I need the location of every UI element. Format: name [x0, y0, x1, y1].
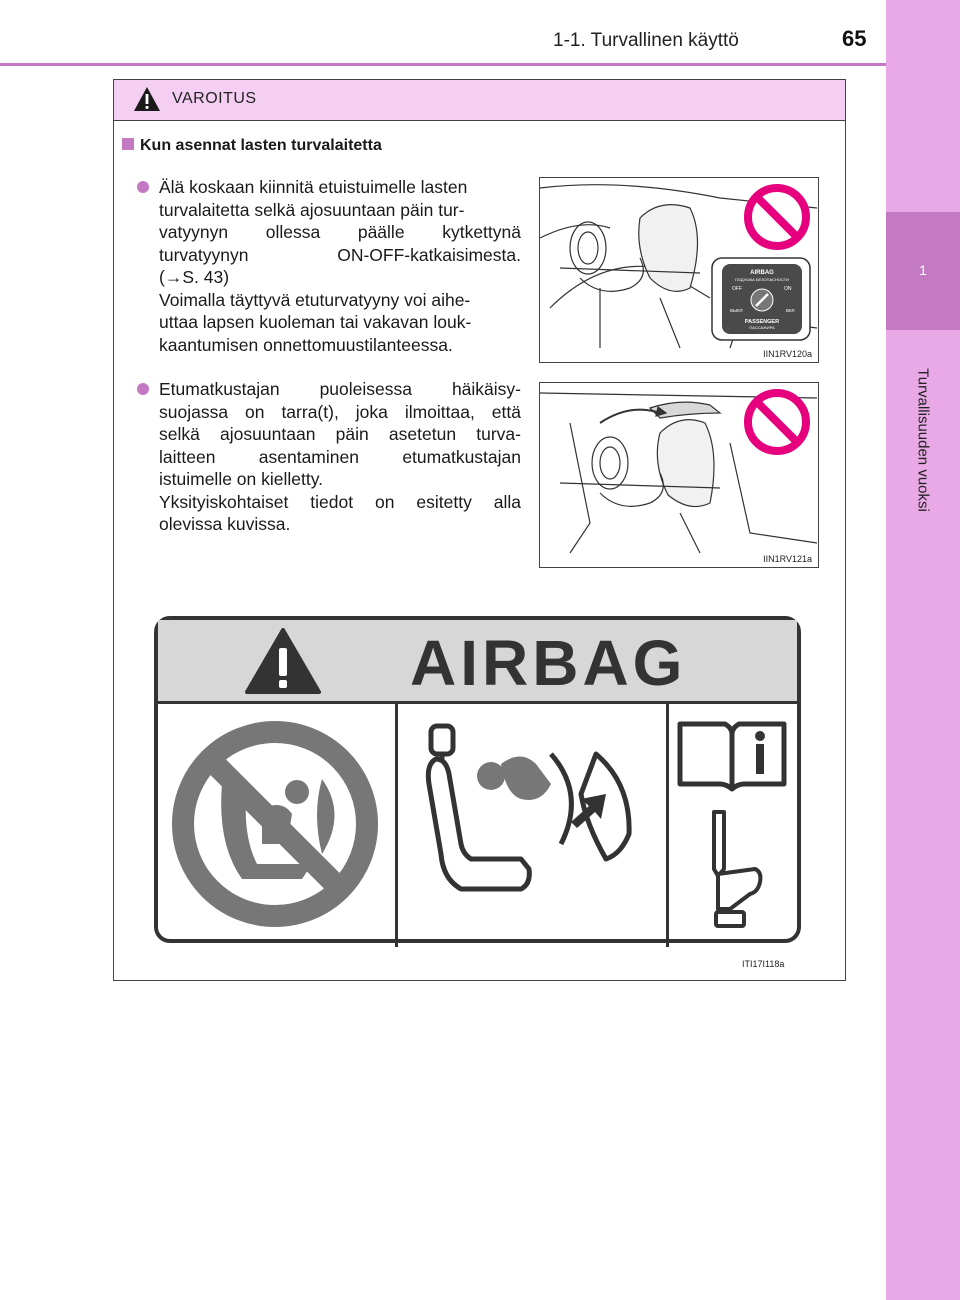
panel-divider	[666, 701, 669, 947]
bullet-line: turvatyynyn ON-OFF-katkaisimesta.	[159, 244, 521, 265]
switch-off-label: OFF	[732, 286, 742, 292]
switch-off-label-ru: ВЫКЛ	[730, 308, 743, 313]
section-heading-text: Kun asennat lasten turvalaitetta	[140, 137, 382, 154]
car-interior-illustration	[540, 178, 817, 348]
bullet-line: Älä koskaan kiinnitä etuistuimelle lasten	[159, 177, 468, 197]
bullet-line: suojassa on tarra(t), joka ilmoittaa, että	[159, 401, 521, 422]
bullet-line: turvalaitetta selkä ajosuuntaan päin tur-	[159, 199, 465, 220]
header-divider	[0, 63, 886, 66]
car-interior-visor-illustration	[540, 383, 817, 553]
warning-triangle-icon	[243, 626, 323, 696]
read-manual-icon	[670, 704, 800, 944]
airbag-deployment-icon	[401, 704, 663, 944]
bullet-line: kaantumisen onnettomuustilanteessa.	[159, 334, 453, 355]
switch-passenger-label: PASSENGER	[744, 319, 780, 325]
switch-title: AIRBAG	[750, 270, 774, 276]
switch-on-label-ru: ВКЛ	[786, 308, 795, 313]
chapter-title: Turvallisuuden vuoksi	[914, 368, 932, 512]
chapter-number: 1	[919, 262, 927, 278]
bullet-item	[139, 378, 521, 536]
bullet-line: istuimelle on kielletty.	[159, 469, 324, 489]
prohibition-icon	[748, 188, 806, 246]
panel-divider	[395, 701, 398, 947]
airbag-label-word: AIRBAG	[410, 627, 687, 699]
bullet-line: selkä ajosuuntaan päin asetetun turva-	[159, 424, 521, 444]
bullet-line: vatyynyn ollessa päälle kytkettynä	[159, 222, 521, 242]
bullet-line: Yksityiskohtaiset tiedot on esitetty alla	[159, 491, 521, 512]
bullet-line: laitteen asentaminen etumatkustajan	[159, 446, 521, 467]
switch-passenger-label-ru: ПАССАЖИРА	[749, 325, 775, 330]
bullet-line: uttaa lapsen kuoleman tai vakavan louk-	[159, 312, 472, 332]
bullet-item	[139, 176, 521, 356]
bullet-line: olevissa kuvissa.	[159, 514, 291, 534]
chapter-number-tab[interactable]	[886, 212, 960, 330]
warning-header	[114, 80, 845, 121]
prohibition-icon	[748, 393, 806, 451]
illustration-sun-visor	[539, 382, 819, 568]
label-code: ITI17I118a	[742, 959, 785, 969]
section-title: 1-1. Turvallinen käyttö	[553, 30, 739, 51]
illustration-code: IIN1RV120a	[763, 349, 812, 359]
square-bullet-icon	[122, 138, 134, 150]
airbag-label-header	[158, 620, 797, 704]
section-heading	[122, 137, 382, 155]
side-tab-strip	[886, 0, 960, 1300]
illustration-code: IIN1RV121a	[763, 554, 812, 564]
bullet-dot-icon	[137, 383, 149, 395]
bullet-line: Voimalla täyttyvä etuturvatyyny voi aihe-	[159, 289, 471, 310]
warning-box	[113, 79, 846, 981]
no-child-seat-icon	[162, 704, 392, 944]
page-number: 65	[842, 26, 867, 51]
warning-title: VAROITUS	[172, 90, 257, 107]
airbag-warning-label	[154, 616, 801, 969]
bullet-line: Etumatkustajan puoleisessa häikäisy-	[159, 379, 521, 399]
warning-triangle-icon	[132, 85, 162, 113]
page-reference-link[interactable]: (→S. 43)	[159, 267, 230, 287]
switch-title-ru: ПОДУШКА БЕЗОПАСНОСТИ	[734, 277, 790, 282]
illustration-airbag-switch	[539, 177, 819, 363]
switch-on-label: ON	[784, 286, 792, 292]
bullet-dot-icon	[137, 181, 149, 193]
